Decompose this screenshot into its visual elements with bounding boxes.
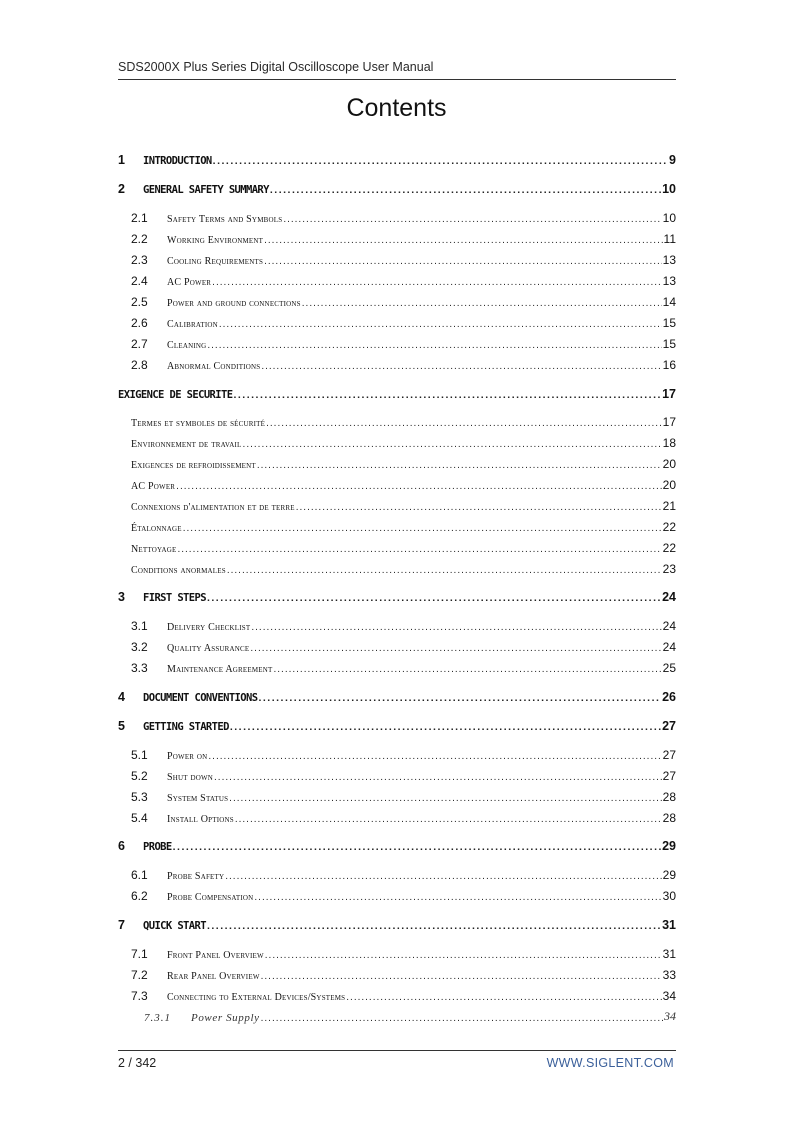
page-number: 2 / 342	[118, 1056, 157, 1070]
toc-entry-title: Cooling Requirements	[167, 256, 264, 267]
toc-entry-title: Étalonnage	[131, 523, 182, 534]
toc-dot-leader	[296, 502, 662, 513]
toc-entry-number: 6.1	[131, 868, 148, 882]
toc-dot-leader	[266, 418, 662, 429]
toc-dot-leader	[264, 235, 662, 246]
toc-dot-leader	[183, 523, 662, 534]
toc-entry[interactable]	[118, 636, 676, 654]
toc-entry-number: 6.2	[131, 889, 148, 903]
toc-entry-page: 33	[662, 968, 676, 982]
toc-entry-number: 3.2	[131, 640, 148, 654]
toc-entry[interactable]	[118, 207, 676, 225]
toc-entry[interactable]	[118, 807, 676, 825]
toc-dot-leader	[229, 793, 661, 804]
toc-entry-page: 34	[662, 989, 676, 1003]
toc-entry-page: 20	[662, 457, 676, 471]
toc-entry-page: 28	[662, 811, 676, 825]
toc-entry-page: 34	[664, 1009, 676, 1023]
toc-dot-leader	[176, 481, 661, 492]
toc-entry-page: 17	[662, 415, 676, 429]
toc-entry-page: 20	[662, 478, 676, 492]
toc-entry[interactable]	[118, 474, 676, 492]
toc-entry-number: 4	[118, 690, 125, 704]
toc-entry[interactable]	[118, 354, 676, 372]
toc-entry-title: AC Power	[167, 277, 212, 288]
toc-entry-title: Maintenance Agreement	[167, 664, 273, 675]
toc-dot-leader	[233, 389, 661, 401]
toc-entry-page: 13	[662, 274, 676, 288]
toc-entry[interactable]	[118, 786, 676, 804]
toc-entry-page: 21	[662, 499, 676, 513]
toc-entry[interactable]	[118, 333, 676, 351]
toc-dot-leader	[208, 751, 661, 762]
toc-dot-leader	[261, 971, 662, 982]
toc-entry-page: 18	[662, 436, 676, 450]
toc-entry-number: 2.7	[131, 337, 148, 351]
toc-entry[interactable]	[118, 495, 676, 513]
toc-entry-number: 2.5	[131, 295, 148, 309]
toc-entry[interactable]	[118, 1006, 676, 1024]
toc-entry-number: 3.3	[131, 661, 148, 675]
toc-entry-page: 24	[662, 619, 676, 633]
toc-dot-leader	[207, 920, 661, 932]
toc-entry-number: 2.1	[131, 211, 148, 225]
toc-entry-page: 31	[662, 947, 676, 961]
toc-entry[interactable]	[118, 964, 676, 982]
toc-entry-title: FIRST STEPS	[143, 592, 206, 604]
toc-entry[interactable]	[118, 835, 676, 853]
toc-entry-page: 22	[662, 520, 676, 534]
toc-entry[interactable]	[118, 432, 676, 450]
toc-entry-page: 11	[663, 232, 676, 246]
toc-entry[interactable]	[118, 864, 676, 882]
toc-entry-title: Quality Assurance	[167, 643, 250, 654]
toc-entry[interactable]	[118, 657, 676, 675]
toc-entry-page: 9	[669, 153, 676, 167]
header-rule	[118, 79, 676, 80]
toc-dot-leader	[243, 439, 662, 450]
toc-entry-page: 13	[662, 253, 676, 267]
toc-entry-page: 16	[662, 358, 676, 372]
toc-entry[interactable]	[118, 765, 676, 783]
toc-dot-leader	[207, 592, 661, 604]
toc-entry-title: Probe Compensation	[167, 892, 254, 903]
toc-entry-title: Conditions anormales	[131, 565, 226, 576]
toc-entry[interactable]	[118, 586, 676, 604]
toc-dot-leader	[258, 692, 661, 704]
toc-entry-title: Delivery Checklist	[167, 622, 251, 633]
toc-entry-title: GETTING STARTED	[143, 721, 229, 733]
toc-entry-number: 2.4	[131, 274, 148, 288]
toc-entry-number: 2.8	[131, 358, 148, 372]
toc-entry-page: 22	[662, 541, 676, 555]
toc-entry-title: EXIGENCE DE SECURITE	[118, 389, 233, 401]
toc-dot-leader	[302, 298, 662, 309]
toc-entry-number: 5.3	[131, 790, 148, 804]
toc-dot-leader	[257, 460, 662, 471]
header-title: SDS2000X Plus Series Digital Oscilloscope User Manual	[118, 60, 434, 74]
toc-entry-title: Exigences de refroidissement	[131, 460, 256, 471]
toc-entry-title: Connecting to External Devices/Systems	[167, 992, 346, 1003]
toc-entry-number: 2.6	[131, 316, 148, 330]
toc-dot-leader	[230, 721, 661, 733]
toc-entry-title: INTRODUCTION	[143, 155, 212, 167]
toc-entry-number: 7.3.1	[144, 1012, 171, 1024]
toc-entry-page: 30	[662, 889, 676, 903]
toc-entry[interactable]	[118, 985, 676, 1003]
toc-entry-title: QUICK START	[143, 920, 206, 932]
toc-entry-title: Environnement de travail	[131, 439, 242, 450]
toc-entry-page: 15	[662, 337, 676, 351]
toc-entry-title: Abnormal Conditions	[167, 361, 261, 372]
toc-entry-page: 15	[662, 316, 676, 330]
toc-entry[interactable]	[118, 686, 676, 704]
toc-dot-leader	[265, 950, 662, 961]
toc-entry-number: 5.1	[131, 748, 148, 762]
toc-entry[interactable]	[118, 149, 676, 167]
toc-dot-leader	[346, 992, 661, 1003]
toc-entry-number: 2	[118, 182, 125, 196]
toc-entry-title: Working Environment	[167, 235, 264, 246]
toc-entry-title: Connexions d'alimentation et de terre	[131, 502, 295, 513]
toc-entry-title: Calibration	[167, 319, 218, 330]
toc-entry[interactable]	[118, 228, 676, 246]
toc-entry-page: 10	[662, 182, 676, 196]
toc-entry[interactable]	[118, 383, 676, 401]
toc-dot-leader	[227, 565, 662, 576]
page-title: Contents	[346, 94, 447, 122]
toc-entry[interactable]	[118, 537, 676, 555]
toc-entry[interactable]	[118, 744, 676, 762]
toc-entry-page: 14	[662, 295, 676, 309]
toc-entry-page: 31	[662, 918, 676, 932]
toc-entry-title: Rear Panel Overview	[167, 971, 260, 982]
toc-entry-title: GENERAL SAFETY SUMMARY	[143, 184, 269, 196]
toc-entry-number: 3.1	[131, 619, 148, 633]
toc-entry-title: Safety Terms and Symbols	[167, 214, 283, 225]
toc-entry[interactable]	[118, 885, 676, 903]
toc-entry[interactable]	[118, 178, 676, 196]
toc-entry-number: 7	[118, 918, 125, 932]
toc-entry-page: 29	[662, 839, 676, 853]
toc-entry[interactable]	[118, 914, 676, 932]
toc-entry-page: 23	[662, 562, 676, 576]
toc-dot-leader	[254, 892, 661, 903]
toc-entry-number: 5	[118, 719, 125, 733]
toc-entry-page: 24	[662, 640, 676, 654]
toc-entry-title: Nettoyage	[131, 544, 177, 555]
toc-dot-leader	[213, 155, 668, 167]
toc-entry-number: 7.1	[131, 947, 148, 961]
toc-entry-page: 27	[662, 769, 676, 783]
toc-entry-number: 2.3	[131, 253, 148, 267]
toc-entry-title: DOCUMENT CONVENTIONS	[143, 692, 258, 704]
toc-entry[interactable]	[118, 558, 676, 576]
toc-entry-number: 5.4	[131, 811, 148, 825]
toc-entry-page: 28	[662, 790, 676, 804]
footer-rule	[118, 1050, 676, 1051]
toc-entry-number: 2.2	[131, 232, 148, 246]
page-header	[118, 60, 676, 80]
toc-entry-number: 3	[118, 590, 125, 604]
toc-dot-leader	[212, 277, 661, 288]
toc-entry-title: Front Panel Overview	[167, 950, 264, 961]
toc-entry-page: 17	[662, 387, 676, 401]
toc-entry[interactable]	[118, 270, 676, 288]
toc-dot-leader	[214, 772, 662, 783]
toc-entry-page: 29	[662, 868, 676, 882]
toc-entry[interactable]	[118, 615, 676, 633]
toc-entry-number: 5.2	[131, 769, 148, 783]
toc-dot-leader	[250, 643, 661, 654]
toc-entry-title: PROBE	[143, 841, 172, 853]
toc-dot-leader	[270, 184, 661, 196]
toc-entry[interactable]	[118, 943, 676, 961]
toc-entry-page: 27	[662, 719, 676, 733]
toc-dot-leader	[261, 361, 661, 372]
toc-dot-leader	[264, 256, 662, 267]
toc-entry-page: 10	[662, 211, 676, 225]
toc-dot-leader	[225, 871, 661, 882]
toc-dot-leader	[173, 841, 661, 853]
toc-entry[interactable]	[118, 453, 676, 471]
toc-entry[interactable]	[118, 291, 676, 309]
toc-entry[interactable]	[118, 715, 676, 733]
toc-entry-title: AC Power	[131, 481, 176, 492]
toc-dot-leader	[177, 544, 661, 555]
toc-dot-leader	[235, 814, 662, 825]
toc-entry-title: Probe Safety	[167, 871, 225, 882]
toc-entry-title: Power and ground connections	[167, 298, 301, 309]
toc-entry-number: 7.2	[131, 968, 148, 982]
toc-entry-title: Power on	[167, 751, 208, 762]
toc-entry-number: 6	[118, 839, 125, 853]
toc-entry-title: System Status	[167, 793, 229, 804]
toc-entry-title: Termes et symboles de sécurité	[131, 418, 266, 429]
toc-entry-number: 7.3	[131, 989, 148, 1003]
toc-entry[interactable]	[118, 411, 676, 429]
toc-dot-leader	[251, 622, 661, 633]
toc-entry[interactable]	[118, 312, 676, 330]
toc-entry-page: 26	[662, 690, 676, 704]
toc-entry-title: Install Options	[167, 814, 234, 825]
toc-entry[interactable]	[118, 516, 676, 534]
toc-dot-leader	[273, 664, 661, 675]
toc-entry-title: Cleaning	[167, 340, 207, 351]
toc-dot-leader	[283, 214, 661, 225]
toc-dot-leader	[219, 319, 662, 330]
toc-entry-title: Shut down	[167, 772, 214, 783]
website-link[interactable]: WWW.SIGLENT.COM	[546, 1056, 674, 1070]
toc-entry-page: 27	[662, 748, 676, 762]
toc-entry[interactable]	[118, 249, 676, 267]
toc-entry-number: 1	[118, 153, 125, 167]
toc-entry-page: 25	[662, 661, 676, 675]
toc-entry-title: Power Supply	[191, 1012, 260, 1024]
toc-dot-leader	[207, 340, 661, 351]
toc-dot-leader	[261, 1013, 663, 1024]
toc-entry-page: 24	[662, 590, 676, 604]
